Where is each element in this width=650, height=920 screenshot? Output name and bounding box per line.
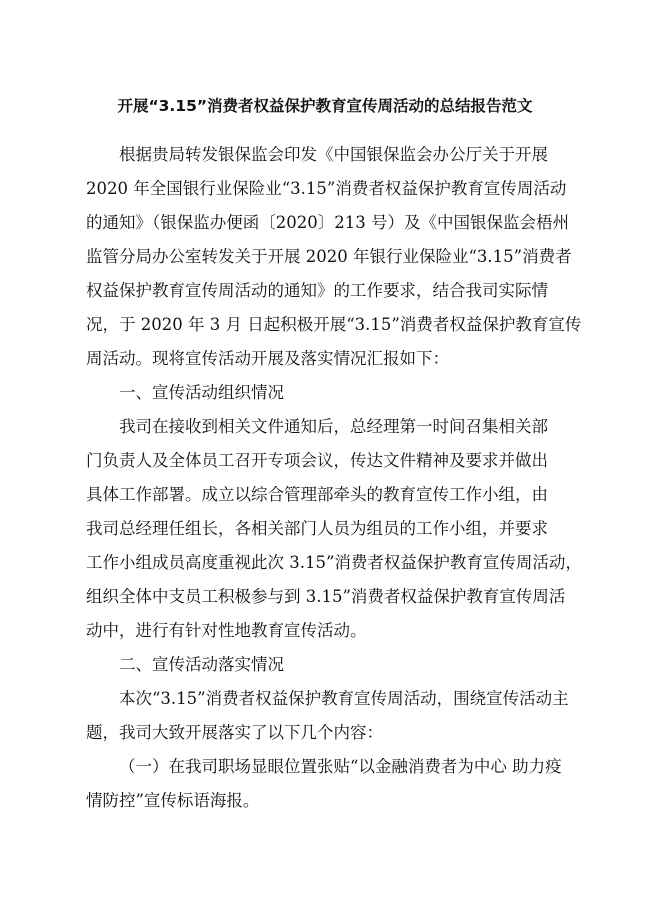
paragraph-line: 本次“3.15”消费者权益保护教育宣传周活动，围绕宣传活动主 [119,689,569,708]
paragraph-line: 的通知》（银保监办便函〔2020〕213 号）及《中国银保监会梧州 [86,213,569,232]
paragraph-line: 情防控”宣传标语海报。 [86,791,260,810]
paragraph-line: 题，我司大致开展落实了以下几个内容： [86,723,383,742]
paragraph-line: 2020 年全国银行业保险业“3.15”消费者权益保护教育宣传周活动 [86,179,567,198]
paragraph-line: 我司在接收到相关文件通知后，总经理第一时间召集相关部 [119,417,548,436]
paragraph-line: 动中，进行有针对性地教育宣传活动。 [86,621,367,640]
paragraph-line: 门负责人及全体员工召开专项会议，传达文件精神及要求并做出 [86,451,548,470]
paragraph-line: 我司总经理任组长，各相关部门人员为组员的工作小组，并要求 [86,519,548,538]
paragraph-line: 权益保护教育宣传周活动的通知》的工作要求，结合我司实际情 [86,281,548,300]
section-heading: 二、宣传活动落实情况 [119,655,284,674]
paragraph-line: 周活动。现将宣传活动开展及落实情况汇报如下： [86,349,449,368]
paragraph-line: （一）在我司职场显眼位置张贴“以金融消费者为中心 助力疫 [119,757,562,776]
paragraph-line: 具体工作部署。成立以综合管理部牵头的教育宣传工作小组，由 [86,485,548,504]
paragraph-line: 工作小组成员高度重视此次 3.15”消费者权益保护教育宣传周活动， [86,553,582,572]
document-title: 开展“3.15”消费者权益保护教育宣传周活动的总结报告范文 [117,97,533,115]
section-heading: 一、宣传活动组织情况 [119,383,284,402]
paragraph-line: 况，于 2020 年 3 月 日起积极开展“3.15”消费者权益保护教育宣传 [86,315,582,334]
paragraph-line: 组织全体中支员工积极参与到 3.15”消费者权益保护教育宣传周活 [86,587,566,606]
paragraph-line: 监管分局办公室转发关于开展 2020 年银行业保险业“3.15”消费者 [86,247,572,266]
paragraph-line: 根据贵局转发银保监会印发《中国银保监会办公厅关于开展 [119,145,548,164]
